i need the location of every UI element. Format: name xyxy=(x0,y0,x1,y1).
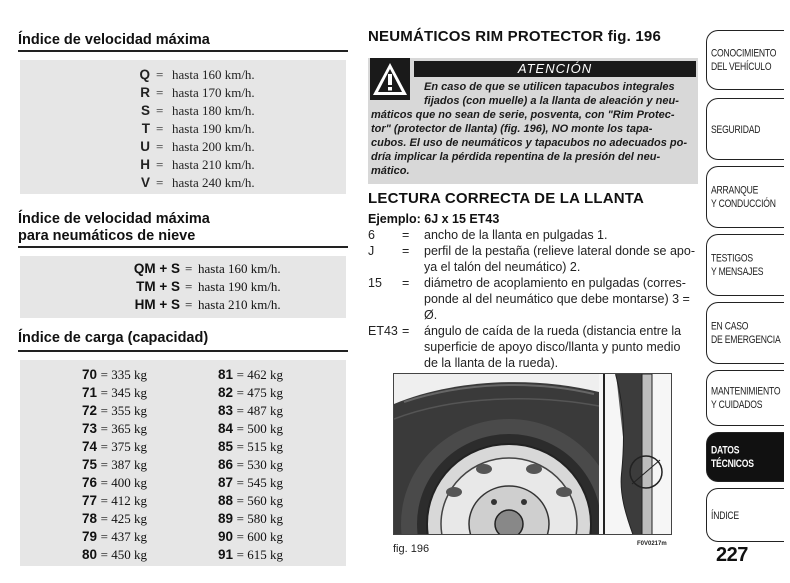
load-index-row xyxy=(218,474,283,492)
section-tab[interactable] xyxy=(706,98,784,160)
speed-code: R xyxy=(140,85,150,100)
section-tab[interactable] xyxy=(706,488,784,542)
load-index-row xyxy=(218,438,283,456)
load-value: = 560 kg xyxy=(236,493,283,508)
speed-index-row xyxy=(20,156,346,174)
snow-speed-rule xyxy=(18,246,348,248)
load-code: 81 xyxy=(218,367,234,382)
load-code: 76 xyxy=(82,475,98,490)
warning-line: dría implicar la pérdida repentina de la presión del neu- xyxy=(371,151,661,163)
rim-example: Ejemplo: 6J x 15 ET43 xyxy=(368,212,500,226)
load-index-row xyxy=(82,366,147,384)
section-tab-line: Y CUIDADOS xyxy=(711,398,763,411)
snow-speed-row xyxy=(20,260,346,278)
load-index-row xyxy=(218,366,283,384)
load-value: = 515 kg xyxy=(236,439,283,454)
snow-speed-code: QM + S xyxy=(133,261,180,276)
load-value: = 365 kg xyxy=(100,421,147,436)
load-code: 72 xyxy=(82,403,98,418)
snow-speed-table xyxy=(20,256,346,318)
load-value: = 412 kg xyxy=(100,493,147,508)
snow-speed-title-line1: Índice de velocidad máxima xyxy=(18,211,210,227)
section-tab-line: DE EMERGENCIA xyxy=(711,333,781,346)
rim-protector-title: NEUMÁTICOS RIM PROTECTOR fig. 196 xyxy=(368,28,662,45)
load-code: 91 xyxy=(218,547,234,562)
load-index-row xyxy=(82,528,147,546)
load-code: 86 xyxy=(218,457,234,472)
section-tab-line: CONOCIMIENTO xyxy=(711,46,777,59)
load-code: 89 xyxy=(218,511,234,526)
figure-caption: fig. 196 xyxy=(393,543,430,555)
load-index-table xyxy=(20,360,346,566)
equals-sign: = xyxy=(402,276,410,290)
section-tab-label xyxy=(711,427,783,487)
equals-sign: = xyxy=(402,324,410,338)
section-tab[interactable] xyxy=(706,432,784,482)
load-value: = 387 kg xyxy=(100,457,147,472)
load-value: = 400 kg xyxy=(100,475,147,490)
section-tab[interactable] xyxy=(706,370,784,426)
section-tab-line: DATOS TÉCNICOS xyxy=(711,443,754,470)
section-tab-line: MANTENIMIENTO xyxy=(711,384,781,397)
load-value: = 425 kg xyxy=(100,511,147,526)
load-code: 71 xyxy=(82,385,98,400)
load-value: = 355 kg xyxy=(100,403,147,418)
section-tab-line: ARRANQUE xyxy=(711,183,759,196)
speed-value: hasta 180 km/h. xyxy=(172,103,255,118)
load-index-row xyxy=(218,528,283,546)
equals-sign: = xyxy=(156,121,164,136)
definition-term: ET43 xyxy=(368,324,398,338)
definition-term: J xyxy=(368,244,375,258)
load-index-row xyxy=(218,510,283,528)
load-code: 73 xyxy=(82,421,98,436)
equals-sign: = xyxy=(402,244,410,258)
load-index-rule xyxy=(18,350,348,352)
speed-index-title: Índice de velocidad máxima xyxy=(18,32,210,48)
load-index-row xyxy=(218,492,283,510)
load-value: = 580 kg xyxy=(236,511,283,526)
speed-code: T xyxy=(141,121,150,136)
load-index-row xyxy=(218,402,283,420)
speed-code: S xyxy=(140,103,150,118)
load-code: 70 xyxy=(82,367,98,382)
section-tab-line: Y CONDUCCIÓN xyxy=(711,197,776,210)
section-tab-label xyxy=(711,228,783,303)
load-value: = 437 kg xyxy=(100,529,147,544)
load-code: 85 xyxy=(218,439,234,454)
speed-code: U xyxy=(140,139,150,154)
load-value: = 615 kg xyxy=(236,547,283,562)
section-tab-label xyxy=(711,92,783,167)
rim-reading-title: LECTURA CORRECTA DE LA LLANTA xyxy=(368,190,645,207)
section-tab-line: DEL VEHÍCULO xyxy=(711,60,772,73)
load-code: 84 xyxy=(218,421,234,436)
load-code: 75 xyxy=(82,457,98,472)
snow-speed-title-line2: para neumáticos de nieve xyxy=(18,228,196,244)
speed-code: V xyxy=(140,175,150,190)
load-value: = 375 kg xyxy=(100,439,147,454)
load-code: 74 xyxy=(82,439,98,454)
load-index-row xyxy=(82,474,147,492)
warning-line: máticos que no sean de serie, posventa, con "Rim Protec- xyxy=(371,109,675,121)
speed-index-table xyxy=(20,60,346,194)
load-code: 82 xyxy=(218,385,234,400)
definition-text: de la llanta de la rueda). xyxy=(424,356,559,370)
section-tab-label xyxy=(711,296,783,371)
load-index-row xyxy=(82,420,147,438)
load-value: = 450 kg xyxy=(100,547,147,562)
load-index-row xyxy=(82,492,147,510)
load-code: 87 xyxy=(218,475,234,490)
section-tab-label xyxy=(711,364,783,432)
definition-text: superficie de apoyo disco/llanta y punto medio xyxy=(424,340,681,354)
definition-text: ya el talón del neumático) 2. xyxy=(424,260,581,274)
definition-text: ancho de la llanta en pulgadas 1. xyxy=(424,228,608,242)
section-tab-line: TESTIGOS xyxy=(711,251,753,264)
snow-speed-value: hasta 210 km/h. xyxy=(198,297,281,312)
load-index-row xyxy=(218,546,283,564)
snow-speed-code: TM + S xyxy=(136,279,180,294)
load-code: 78 xyxy=(82,511,98,526)
load-value: = 500 kg xyxy=(236,421,283,436)
definition-term: 15 xyxy=(368,276,382,290)
load-index-row xyxy=(82,456,147,474)
snow-speed-value: hasta 160 km/h. xyxy=(198,261,281,276)
equals-sign: = xyxy=(185,279,193,294)
warning-line: fijados (con muelle) a la llanta de aleación y neu- xyxy=(424,95,679,107)
load-index-row xyxy=(218,420,283,438)
section-tab-line: SEGURIDAD xyxy=(711,122,761,135)
equals-sign: = xyxy=(185,297,193,312)
speed-code: H xyxy=(140,157,150,172)
warning-heading: ATENCIÓN xyxy=(414,61,696,77)
load-index-row xyxy=(218,456,283,474)
section-tab-line: ÍNDICE xyxy=(711,508,739,521)
definition-text: diámetro de acoplamiento en pulgadas (corres- xyxy=(424,276,686,290)
load-value: = 600 kg xyxy=(236,529,283,544)
equals-sign: = xyxy=(156,157,164,172)
equals-sign: = xyxy=(156,67,164,82)
speed-code: Q xyxy=(139,67,150,82)
definition-text: Ø. xyxy=(424,308,438,322)
section-tab-label xyxy=(711,483,783,548)
load-value: = 335 kg xyxy=(100,367,147,382)
load-index-row xyxy=(82,546,147,564)
speed-index-row xyxy=(20,174,346,192)
snow-speed-code: HM + S xyxy=(134,297,180,312)
figure-196 xyxy=(393,373,672,535)
section-tab[interactable] xyxy=(706,234,784,296)
load-value: = 545 kg xyxy=(236,475,283,490)
wheel-illustration xyxy=(394,374,672,535)
speed-index-row xyxy=(20,102,346,120)
snow-speed-row xyxy=(20,278,346,296)
warning-triangle-icon xyxy=(370,58,410,100)
figure-code: F0V0217m xyxy=(637,541,667,547)
load-index-title: Índice de carga (capacidad) xyxy=(18,330,209,346)
load-index-row xyxy=(218,384,283,402)
speed-value: hasta 210 km/h. xyxy=(172,157,255,172)
equals-sign: = xyxy=(156,175,164,190)
speed-value: hasta 160 km/h. xyxy=(172,67,255,82)
load-value: = 462 kg xyxy=(236,367,283,382)
speed-value: hasta 170 km/h. xyxy=(172,85,255,100)
section-tab[interactable] xyxy=(706,166,784,228)
section-tab-line: Y MENSAJES xyxy=(711,265,764,278)
speed-index-row xyxy=(20,84,346,102)
equals-sign: = xyxy=(156,139,164,154)
load-index-row xyxy=(82,510,147,528)
speed-index-row xyxy=(20,66,346,84)
snow-speed-row xyxy=(20,296,346,314)
section-tab-label xyxy=(711,160,783,235)
load-code: 90 xyxy=(218,529,234,544)
definition-text: ángulo de caída de la rueda (distancia entre la xyxy=(424,324,682,338)
equals-sign: = xyxy=(402,228,410,242)
definition-text: ponde al del neumático que debe montarse) 3 = xyxy=(424,292,690,306)
equals-sign: = xyxy=(156,103,164,118)
snow-speed-value: hasta 190 km/h. xyxy=(198,279,281,294)
load-index-row xyxy=(82,438,147,456)
load-code: 83 xyxy=(218,403,234,418)
definition-text: perfil de la pestaña (relieve lateral donde se apo- xyxy=(424,244,696,258)
load-value: = 487 kg xyxy=(236,403,283,418)
warning-line: mático. xyxy=(371,165,410,177)
load-value: = 530 kg xyxy=(236,457,283,472)
section-tab-label xyxy=(711,24,783,97)
load-code: 80 xyxy=(82,547,98,562)
load-code: 77 xyxy=(82,493,98,508)
speed-index-row xyxy=(20,138,346,156)
section-tab-line: EN CASO xyxy=(711,319,749,332)
load-value: = 475 kg xyxy=(236,385,283,400)
section-tab[interactable] xyxy=(706,30,784,90)
speed-value: hasta 190 km/h. xyxy=(172,121,255,136)
load-value: = 345 kg xyxy=(100,385,147,400)
section-tab[interactable] xyxy=(706,302,784,364)
speed-value: hasta 240 km/h. xyxy=(172,175,255,190)
load-code: 88 xyxy=(218,493,234,508)
speed-index-row xyxy=(20,120,346,138)
load-code: 79 xyxy=(82,529,98,544)
speed-index-rule xyxy=(18,50,348,52)
equals-sign: = xyxy=(156,85,164,100)
equals-sign: = xyxy=(185,261,193,276)
load-index-row xyxy=(82,384,147,402)
warning-line: tor" (protector de llanta) (fig. 196), NO monte los tapa- xyxy=(371,123,653,135)
definition-term: 6 xyxy=(368,228,375,242)
page-number: 227 xyxy=(716,544,748,566)
warning-line: En caso de que se utilicen tapacubos integrales xyxy=(424,81,675,93)
load-index-row xyxy=(82,402,147,420)
warning-line: cubos. El uso de neumáticos y tapacubos no adecuados po- xyxy=(371,137,688,149)
speed-value: hasta 200 km/h. xyxy=(172,139,255,154)
